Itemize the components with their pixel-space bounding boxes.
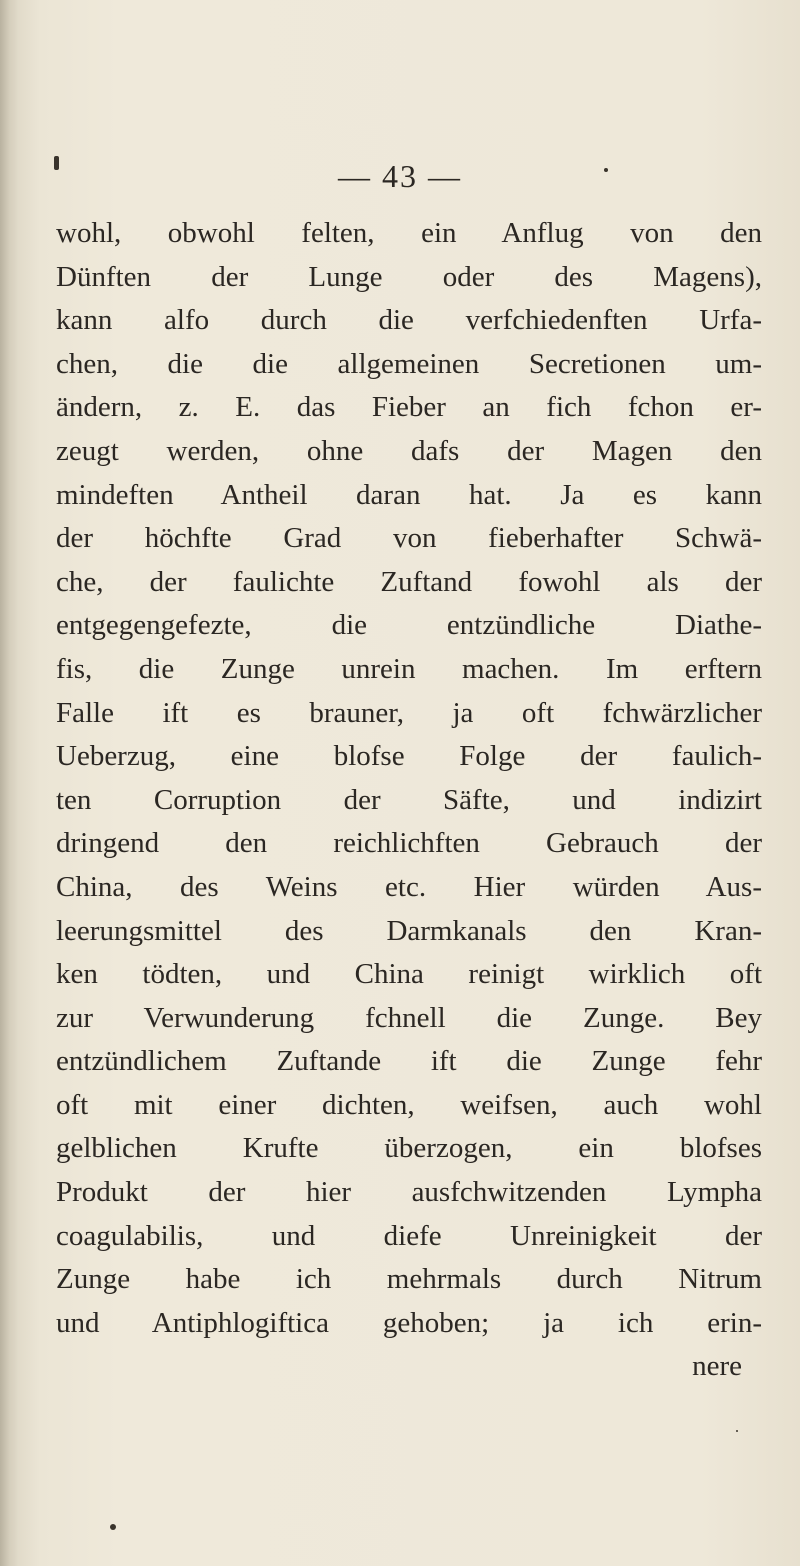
text-line: ändern, z. E. das Fieber an fich fchon er- <box>56 391 762 424</box>
text-line: oft mit einer dichten, weifsen, auch wohl <box>56 1088 762 1121</box>
text-line: entzündlichem Zuftande ift die Zunge fehr <box>56 1045 762 1078</box>
text-line: gelblichen Krufte überzogen, ein blofses <box>56 1132 762 1165</box>
text-line: mindeften Antheil daran hat. Ja es kann <box>56 478 762 511</box>
text-line: der höchfte Grad von fieberhafter Schwä- <box>56 522 762 555</box>
text-line: ken tödten, und China reinigt wirklich oft <box>56 958 762 991</box>
text-line: leerungsmittel des Darmkanals den Kran- <box>56 914 762 947</box>
text-line: ten Corruption der Säfte, und indizirt <box>56 783 762 816</box>
text-line: entgegengefezte, die entzündliche Diathe- <box>56 609 762 642</box>
ink-speck <box>110 1524 116 1530</box>
text-line: kann alfo durch die verfchiedenften Urfa- <box>56 304 762 337</box>
text-line: Produkt der hier ausfchwitzenden Lympha <box>56 1176 762 1209</box>
body-text <box>56 212 762 1389</box>
page-number: — 43 — <box>338 158 462 194</box>
text-line: Zunge habe ich mehrmals durch Nitrum <box>56 1263 762 1296</box>
text-line: coagulabilis, und diefe Unreinigkeit der <box>56 1219 762 1252</box>
ink-speck <box>54 156 59 170</box>
text-line: wohl, obwohl felten, ein Anflug von den <box>56 217 762 249</box>
text-line: China, des Weins etc. Hier würden Aus- <box>56 870 762 903</box>
catchword-line: nere <box>692 1350 742 1383</box>
text-line: chen, die die allgemeinen Secretionen um- <box>56 347 762 380</box>
ink-speck <box>736 1430 738 1432</box>
text-line: und Antiphlogiftica gehoben; ja ich erin- <box>56 1306 762 1339</box>
text-line: dringend den reichlichften Gebrauch der <box>56 827 762 860</box>
ink-speck <box>604 168 608 172</box>
text-line: che, der faulichte Zuftand fowohl als der <box>56 565 762 598</box>
text-line: zeugt werden, ohne dafs der Magen den <box>56 434 762 467</box>
page-gutter-shadow <box>0 0 18 1566</box>
text-line: zur Verwunderung fchnell die Zunge. Bey <box>56 1001 762 1034</box>
text-line: Dünften der Lunge oder des Magens), <box>56 260 762 293</box>
text-line: fis, die Zunge unrein machen. Im erftern <box>56 652 762 685</box>
text-line: Falle ift es brauner, ja oft fchwärzlicher <box>56 696 762 729</box>
text-line: Ueberzug, eine blofse Folge der faulich- <box>56 740 762 773</box>
